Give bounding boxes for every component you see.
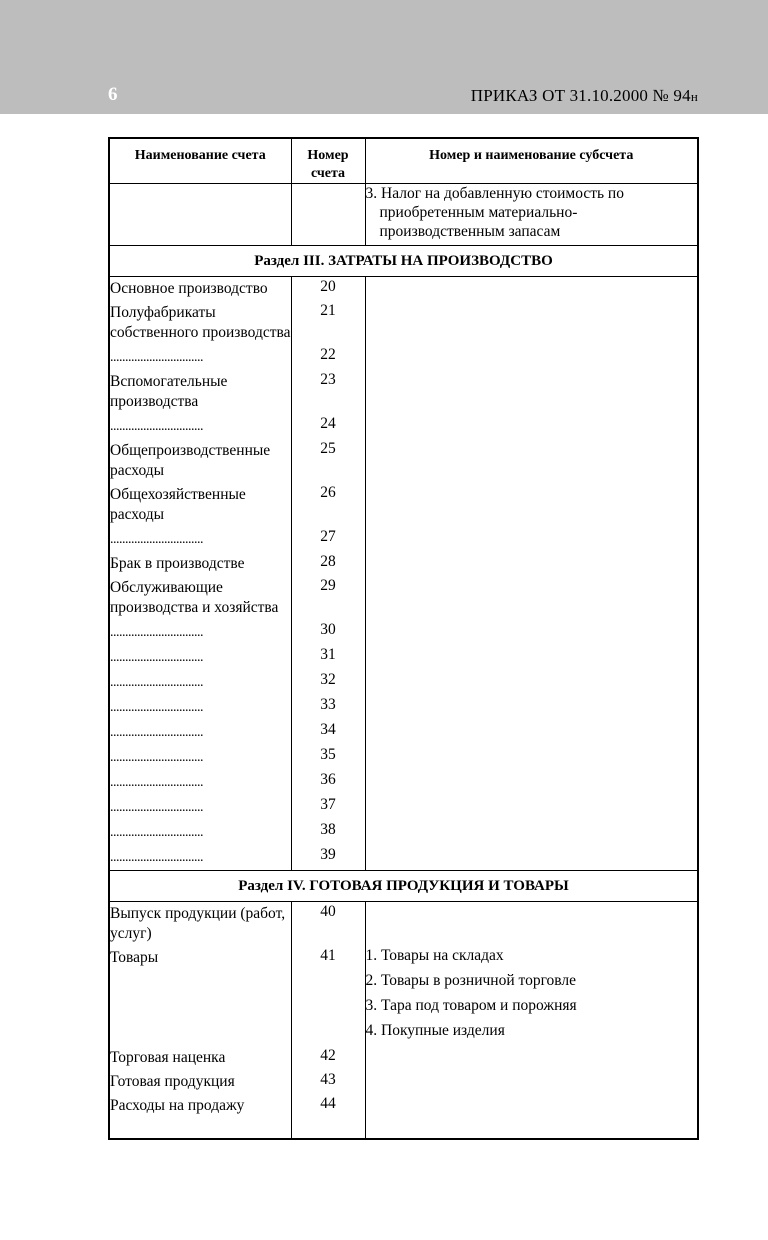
running-title-suffix: н <box>690 89 698 104</box>
account-name: ............................... <box>110 350 203 365</box>
page-number: 6 <box>108 84 118 105</box>
subaccount-cell <box>365 820 698 845</box>
table-row <box>109 483 698 527</box>
account-name-cell <box>109 1094 291 1118</box>
table-row <box>109 370 698 414</box>
table-row <box>109 439 698 483</box>
account-name: ............................... <box>110 850 203 865</box>
account-number: 37 <box>291 795 365 820</box>
account-number: 22 <box>291 345 365 370</box>
subaccount-cell <box>365 902 698 947</box>
account-name-cell <box>109 770 291 795</box>
account-number: 23 <box>291 370 365 414</box>
account-name: Брак в производстве <box>110 555 245 572</box>
empty-cell <box>365 1118 698 1139</box>
subaccount-cell <box>365 845 698 871</box>
account-name: Вспомогательные производства <box>110 373 228 410</box>
table-row <box>109 770 698 795</box>
table-row <box>109 902 698 947</box>
account-name-cell <box>109 620 291 645</box>
subaccount-cell <box>365 670 698 695</box>
account-name: Расходы на продажу <box>110 1097 245 1114</box>
subaccount-item: 4. Покупные изделия <box>365 1022 505 1039</box>
account-name-cell <box>109 670 291 695</box>
account-name-cell <box>109 527 291 552</box>
section-3-heading: Раздел III. ЗАТРАТЫ НА ПРОИЗВОДСТВО <box>109 246 698 277</box>
subaccount-cell <box>365 345 698 370</box>
subaccount-cell <box>365 946 698 1046</box>
account-name: Обслуживающие производства и хозяйства <box>110 579 279 616</box>
account-name-cell <box>109 946 291 1046</box>
account-name-cell <box>109 645 291 670</box>
table-row <box>109 345 698 370</box>
account-name: ............................... <box>110 750 203 765</box>
account-number: 25 <box>291 439 365 483</box>
account-name: ............................... <box>110 775 203 790</box>
account-name: ............................... <box>110 700 203 715</box>
account-number: 30 <box>291 620 365 645</box>
page-header <box>0 0 768 114</box>
subaccount-cell <box>365 770 698 795</box>
account-number: 31 <box>291 645 365 670</box>
account-name: Выпуск продукции (работ, услуг) <box>110 905 286 942</box>
account-name-cell <box>109 1070 291 1094</box>
account-name-cell <box>109 902 291 947</box>
account-name: ............................... <box>110 725 203 740</box>
subaccount-cell <box>365 795 698 820</box>
account-name: ............................... <box>110 419 203 434</box>
subaccount-cell <box>365 277 698 302</box>
account-number: 24 <box>291 414 365 439</box>
account-name: ............................... <box>110 532 203 547</box>
table-header-row <box>109 138 698 184</box>
account-name-cell <box>109 820 291 845</box>
column-header-subaccount: Номер и наименование субсчета <box>365 138 698 184</box>
account-name: Основное производство <box>110 280 268 297</box>
table-row <box>109 720 698 745</box>
table-row <box>109 845 698 871</box>
table-row <box>109 670 698 695</box>
table-body <box>109 184 698 1140</box>
account-number: 39 <box>291 845 365 871</box>
subaccount-cell <box>365 370 698 414</box>
account-name: Полуфабрикаты собственного производства <box>110 304 291 341</box>
subaccount-cell <box>365 483 698 527</box>
subaccount-item: 1. Товары на складах <box>365 947 504 964</box>
subaccount-cell <box>365 576 698 620</box>
account-name: ............................... <box>110 800 203 815</box>
account-number: 33 <box>291 695 365 720</box>
section-4-heading-row <box>109 871 698 902</box>
account-name-cell <box>109 1046 291 1070</box>
empty-cell <box>291 1118 365 1139</box>
subaccount-cell <box>365 301 698 345</box>
account-name-cell <box>109 720 291 745</box>
subaccount-cell <box>365 695 698 720</box>
account-number: 34 <box>291 720 365 745</box>
table-row <box>109 277 698 302</box>
account-name: ............................... <box>110 650 203 665</box>
subaccount-cell <box>365 645 698 670</box>
account-number: 40 <box>291 902 365 947</box>
table-row <box>109 620 698 645</box>
subaccount-cell <box>365 439 698 483</box>
account-name: ............................... <box>110 625 203 640</box>
account-name-cell <box>109 439 291 483</box>
account-name-cell <box>109 745 291 770</box>
subaccount-item: 3. Тара под товаром и порожняя <box>365 997 577 1014</box>
account-name-cell <box>109 414 291 439</box>
subaccount-cell <box>365 720 698 745</box>
table-row <box>109 301 698 345</box>
carryover-subaccount-cell <box>365 184 698 246</box>
account-number: 43 <box>291 1070 365 1094</box>
account-name: ............................... <box>110 825 203 840</box>
account-name: Торговая наценка <box>110 1049 226 1066</box>
account-number: 28 <box>291 552 365 576</box>
account-name-cell <box>109 370 291 414</box>
subaccount-cell <box>365 552 698 576</box>
account-number: 29 <box>291 576 365 620</box>
running-title-text: ПРИКАЗ ОТ 31.10.2000 № 94 <box>470 86 691 105</box>
column-header-name: Наименование счета <box>109 138 291 184</box>
carryover-number-cell <box>291 184 365 246</box>
account-number: 36 <box>291 770 365 795</box>
column-header-number: Номер счета <box>291 138 365 184</box>
table-row <box>109 820 698 845</box>
account-number: 32 <box>291 670 365 695</box>
subaccount-cell <box>365 745 698 770</box>
table-row <box>109 1094 698 1118</box>
table-row <box>109 1046 698 1070</box>
account-name-cell <box>109 301 291 345</box>
subaccount-cell <box>365 620 698 645</box>
account-name: ............................... <box>110 675 203 690</box>
subaccount-cell <box>365 1070 698 1094</box>
account-number: 21 <box>291 301 365 345</box>
account-name-cell <box>109 695 291 720</box>
account-number: 44 <box>291 1094 365 1118</box>
account-number: 27 <box>291 527 365 552</box>
subaccount-item: 3. Налог на добавленную стоимость по приобретенным материально-производственным запасам <box>365 185 624 240</box>
chart-of-accounts-table <box>108 137 699 1140</box>
account-name-cell <box>109 795 291 820</box>
table-row <box>109 946 698 1046</box>
account-name: Общехозяйственные расходы <box>110 486 246 523</box>
account-name: Готовая продукция <box>110 1073 235 1090</box>
table-row <box>109 695 698 720</box>
subaccount-cell <box>365 1046 698 1070</box>
subaccount-cell <box>365 527 698 552</box>
carryover-row <box>109 184 698 246</box>
subaccount-cell <box>365 1094 698 1118</box>
table-row <box>109 576 698 620</box>
account-name: Общепроизводственные расходы <box>110 442 271 479</box>
table-row <box>109 552 698 576</box>
subaccount-item: 2. Товары в розничной торговле <box>365 972 577 989</box>
section-4-heading: Раздел IV. ГОТОВАЯ ПРОДУКЦИЯ И ТОВАРЫ <box>109 871 698 902</box>
table-row <box>109 795 698 820</box>
empty-cell <box>109 1118 291 1139</box>
account-name-cell <box>109 552 291 576</box>
account-number: 35 <box>291 745 365 770</box>
account-number: 41 <box>291 946 365 1046</box>
table-end-row <box>109 1118 698 1139</box>
account-number: 42 <box>291 1046 365 1070</box>
carryover-name-cell <box>109 184 291 246</box>
account-number: 26 <box>291 483 365 527</box>
account-name: Товары <box>110 949 159 966</box>
table-row <box>109 527 698 552</box>
account-number: 38 <box>291 820 365 845</box>
table-row <box>109 1070 698 1094</box>
running-title <box>471 86 698 106</box>
table-row <box>109 745 698 770</box>
subaccount-cell <box>365 414 698 439</box>
table-row <box>109 414 698 439</box>
table-row <box>109 645 698 670</box>
account-number: 20 <box>291 277 365 302</box>
section-3-heading-row <box>109 246 698 277</box>
account-name-cell <box>109 483 291 527</box>
account-name-cell <box>109 345 291 370</box>
account-name-cell <box>109 845 291 871</box>
account-name-cell <box>109 576 291 620</box>
account-name-cell <box>109 277 291 302</box>
